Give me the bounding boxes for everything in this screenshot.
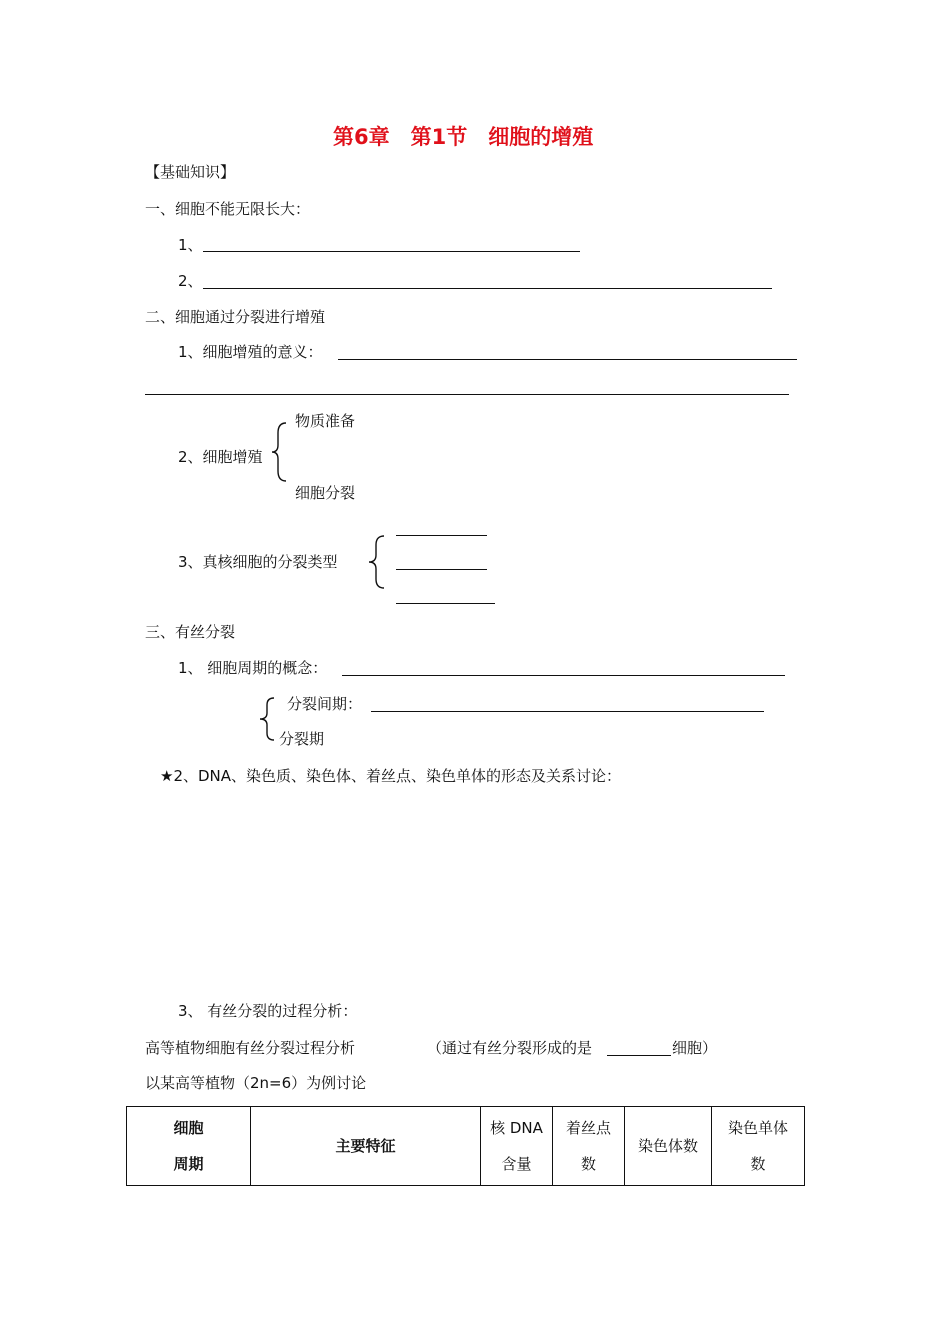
answer-blank[interactable]: [396, 569, 487, 570]
star-item: ★2、DNA、染色质、染色体、着丝点、染色单体的形态及关系讨论：: [160, 767, 622, 785]
answer-blank[interactable]: [371, 711, 764, 712]
table-header-cell: 主要特征: [251, 1107, 481, 1186]
answer-blank[interactable]: [145, 394, 789, 395]
note-prefix: （通过有丝分裂形成的是: [427, 1039, 593, 1057]
part1-item2-label: 2、: [178, 272, 203, 290]
answer-blank[interactable]: [203, 251, 580, 252]
answer-blank[interactable]: [338, 359, 797, 360]
answer-blank[interactable]: [607, 1055, 671, 1056]
header-text: 细胞: [173, 1119, 204, 1137]
cell-cycle-table: [126, 1106, 805, 1186]
answer-blank[interactable]: [203, 288, 772, 289]
part2-item2-a: 物质准备: [295, 412, 356, 430]
answer-blank[interactable]: [396, 535, 487, 536]
header-text: 含量: [501, 1155, 532, 1173]
answer-blank[interactable]: [396, 603, 495, 604]
header-text: 周期: [173, 1155, 204, 1173]
part1-item1-label: 1、: [178, 236, 203, 254]
part2-heading: 二、细胞通过分裂进行增殖: [145, 308, 326, 326]
part3-item1-label: 1、 细胞周期的概念：: [178, 659, 328, 677]
table-header-row: [127, 1107, 805, 1186]
part2-item2-label: 2、细胞增殖: [178, 448, 263, 466]
part3-heading: 三、有丝分裂: [145, 623, 236, 641]
part3-item3-label: 3、 有丝分裂的过程分析：: [178, 1002, 358, 1020]
header-text: 数: [750, 1155, 766, 1173]
mitotic-phase-label: 分裂期: [279, 730, 325, 748]
note-suffix: 细胞）: [672, 1039, 718, 1057]
header-text: 数: [580, 1155, 596, 1173]
header-text: 核 DNA: [490, 1119, 543, 1137]
part1-heading: 一、细胞不能无限长大：: [145, 200, 311, 218]
section-tag: 【基础知识】: [145, 163, 236, 181]
answer-blank[interactable]: [342, 675, 785, 676]
brace-icon: [366, 534, 388, 590]
brace-icon: [270, 421, 290, 483]
header-text: 染色单体: [727, 1119, 788, 1137]
part2-item3-label: 3、真核细胞的分裂类型: [178, 553, 338, 571]
part2-item2-b: 细胞分裂: [295, 484, 356, 502]
interphase-label: 分裂间期：: [287, 695, 363, 713]
table-header-cell: [127, 1107, 251, 1186]
header-text: 着丝点: [565, 1119, 611, 1137]
page-title: 第6章 第1节 细胞的增殖: [333, 125, 594, 149]
brace-icon: [256, 696, 278, 742]
part2-item1-label: 1、细胞增殖的意义：: [178, 343, 323, 361]
table-header-cell: [712, 1107, 805, 1186]
example-text: 以某高等植物（2n=6）为例讨论: [145, 1074, 367, 1092]
plant-analysis-heading: 高等植物细胞有丝分裂过程分析: [145, 1039, 356, 1057]
table-header-cell: [481, 1107, 553, 1186]
table-header-cell: [553, 1107, 625, 1186]
table-header-cell: 染色体数: [625, 1107, 712, 1186]
